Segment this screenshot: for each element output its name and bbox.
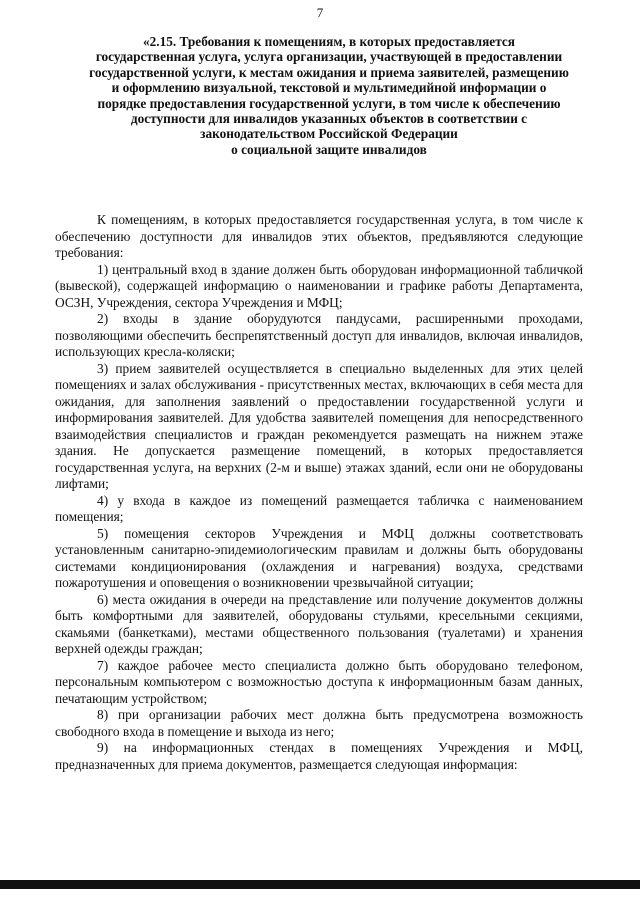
- section-heading: [70, 34, 588, 157]
- requirement-item-1: 1) центральный вход в здание должен быть оборудован информационной табличкой (вывеской), содержащей информацию о наименовании и графике работы Департамента, ОСЗН, Учреждения, сектора Учреждения и МФЦ;: [55, 261, 583, 310]
- heading-line: государственной услуги, к местам ожидания и приема заявителей, размещению: [89, 64, 569, 80]
- heading-line: о социальной защите инвалидов: [231, 141, 427, 157]
- paragraph-intro: К помещениям, в которых предоставляется государственная услуга, в том числе к обеспечению доступности для инвалидов этих объектов, предъявляются следующие требования:: [55, 212, 583, 260]
- requirement-item-7: 7) каждое рабочее место специалиста должно быть оборудовано телефоном, персональным компьютером с возможностью доступа к информационным базам данных, печатающим устройством;: [55, 657, 583, 706]
- page-number: 7: [316, 5, 324, 20]
- requirement-item-3: 3) прием заявителей осуществляется в специально выделенных для этих целей помещениях и залах обслуживания - присутственных местах, включающих в себя места для ожидания, для заполнения заявлений о предоставлении государственной услуги и информирования заявителей. Для удобства заявителей помещения для непосредственного взаимодействия специалистов и граждан рекомендуется размещать на нижнем этаже здания. Не допускается размещение помещений, в которых предоставляется государственная услуга, на верхних (2-м и выше) этажах зданий, если они не оборудованы лифтами;: [55, 360, 583, 491]
- requirement-item-2: 2) входы в здание оборудуются пандусами, расширенными проходами, позволяющими обеспечить беспрепятственный доступ для инвалидов, включая инвалидов, использующих кресла-коляски;: [55, 311, 583, 359]
- requirement-item-6: 6) места ожидания в очереди на представление или получение документов должны быть комфортными для заявителей, оборудованы стульями, кресельными секциями, скамьями (банкетками), местами общественного пользования (туалетами) и хранения верхней одежды граждан;: [55, 591, 583, 656]
- heading-line: государственная услуга, услуга организации, участвующей в предоставлении: [95, 49, 563, 65]
- heading-line: «2.15. Требования к помещениям, в которых предоставляется: [142, 34, 515, 49]
- heading-line: доступности для инвалидов указанных объектов в соответствии с: [130, 111, 528, 127]
- requirement-item-4: 4) у входа в каждое из помещений размещается табличка с наименованием помещения;: [55, 492, 583, 524]
- heading-line: законодательством Российской Федерации: [200, 126, 458, 142]
- requirement-item-8: 8) при организации рабочих мест должна быть предусмотрена возможность свободного входа в помещение и выхода из него;: [55, 707, 583, 739]
- requirement-item-5: 5) помещения секторов Учреждения и МФЦ должны соответствовать установленным санитарно-эпидемиологическим правилам и должны быть оборудованы системами кондиционирования (охлаждения и нагревания) воздуха, средствами пожаротушения и оповещения о возникновении чрезвычайной ситуации;: [55, 525, 583, 590]
- bottom-scan-border: [0, 880, 640, 889]
- requirement-item-9: 9) на информационных стендах в помещениях Учреждения и МФЦ, предназначенных для приема документов, размещается следующая информация:: [55, 740, 583, 772]
- heading-line: и оформлению визуальной, текстовой и мультимедийной информации о: [111, 80, 547, 96]
- body-text: [55, 212, 583, 773]
- heading-line: порядке предоставления государственной услуги, в том числе к обеспечению: [97, 95, 561, 111]
